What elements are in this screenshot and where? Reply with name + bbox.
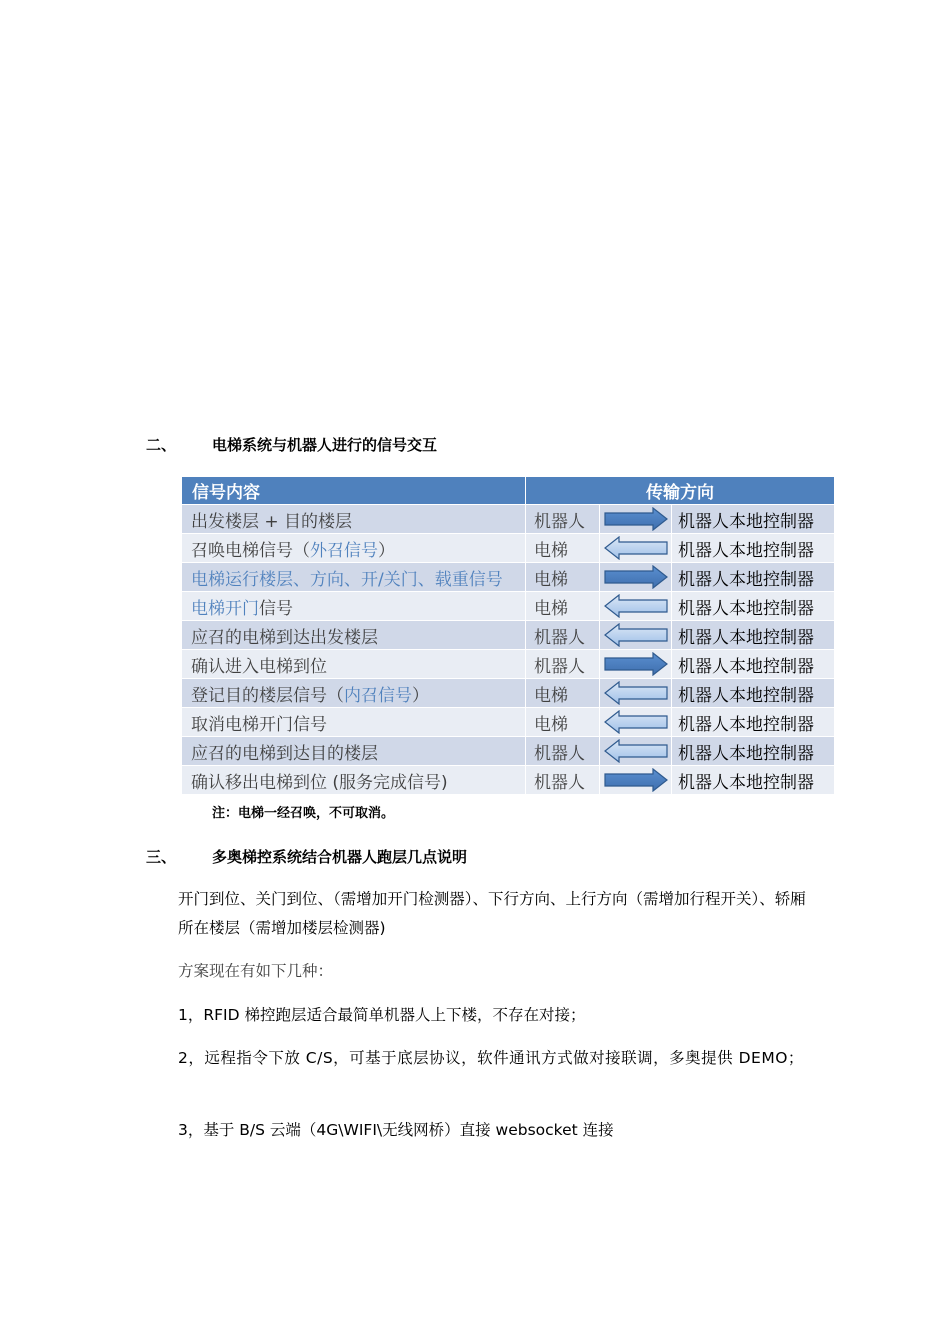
arrow-left-icon: [603, 739, 669, 763]
arrow-right-icon: [603, 565, 669, 589]
direction-arrow-cell: [600, 592, 672, 621]
arrow-left-icon: [603, 594, 669, 618]
table-row: [182, 563, 835, 592]
signal-content-cell: [182, 534, 526, 563]
direction-arrow-cell: [600, 708, 672, 737]
arrow-right-icon: [605, 566, 667, 588]
signal-content-cell: [182, 766, 526, 795]
signal-content-cell: [182, 708, 526, 737]
arrow-left-icon: [603, 536, 669, 560]
table-row: [182, 534, 835, 563]
arrow-right-icon: [603, 507, 669, 531]
arrow-left-icon: [603, 710, 669, 734]
source-party-cell: 电梯: [526, 563, 600, 592]
arrow-right-icon: [605, 508, 667, 530]
signal-content-text: 电梯开门: [191, 598, 259, 619]
direction-arrow-cell: [600, 505, 672, 534]
target-cell: 机器人本地控制器: [672, 592, 835, 621]
target-cell: 机器人本地控制器: [672, 534, 835, 563]
signal-content-text: 信号: [259, 598, 293, 619]
signal-content-cell: [182, 592, 526, 621]
source-party-cell: 机器人: [526, 621, 600, 650]
paragraph-sensors: 开门到位、关门到位、（需增加开门检测器）、下行方向、上行方向（需增加行程开关）、轿厢所在楼层（需增加楼层检测器): [178, 890, 806, 937]
signal-content-text: 取消电梯开门信号: [191, 714, 327, 735]
paragraph-option-3: 3，基于 B/S 云端（4G\WIFI\无线网桥）直接 websocket 连接: [178, 1121, 614, 1139]
signal-content-text: ）: [412, 685, 429, 706]
arrow-left-icon: [605, 740, 667, 762]
target-cell: 机器人本地控制器: [672, 505, 835, 534]
signal-content-text: ）: [378, 540, 395, 561]
signal-content-text: 电梯运行楼层、方向、开/关门、载重信号: [191, 569, 503, 590]
source-party-cell: 机器人: [526, 650, 600, 679]
table-row: [182, 592, 835, 621]
signal-content-text: 应召的电梯到达目的楼层: [191, 743, 378, 764]
signal-content-cell: [182, 650, 526, 679]
table-row: [182, 766, 835, 795]
target-cell: 机器人本地控制器: [672, 737, 835, 766]
arrow-left-icon: [603, 623, 669, 647]
section-3-title: 多奥梯控系统结合机器人跑层几点说明: [212, 848, 468, 866]
arrow-left-icon: [603, 681, 669, 705]
arrow-left-icon: [605, 624, 667, 646]
source-party-cell: 机器人: [526, 737, 600, 766]
table-row: [182, 621, 835, 650]
signal-content-text: 外召信号: [310, 540, 378, 561]
direction-arrow-cell: [600, 679, 672, 708]
signal-content-text: 出发楼层 + 目的楼层: [191, 511, 353, 532]
paragraph-option-2: 2，远程指令下放 C/S，可基于底层协议，软件通讯方式做对接联调，多奥提供 DEMO；: [178, 1049, 804, 1067]
header-direction: 传输方向: [526, 477, 835, 505]
arrow-left-icon: [605, 682, 667, 704]
signal-table: [181, 476, 835, 795]
target-cell: 机器人本地控制器: [672, 621, 835, 650]
arrow-right-icon: [605, 653, 667, 675]
arrow-left-icon: [605, 711, 667, 733]
signal-content-cell: [182, 621, 526, 650]
source-party-cell: 电梯: [526, 534, 600, 563]
direction-arrow-cell: [600, 621, 672, 650]
target-cell: 机器人本地控制器: [672, 708, 835, 737]
target-cell: 机器人本地控制器: [672, 650, 835, 679]
paragraph-option-1: 1，RFID 梯控跑层适合最简单机器人上下楼，不存在对接；: [178, 1006, 586, 1024]
signal-content-text: 确认移出电梯到位 (服务完成信号): [191, 772, 448, 793]
table-row: [182, 708, 835, 737]
target-cell: 机器人本地控制器: [672, 679, 835, 708]
table-note: 注：电梯一经召唤，不可取消。: [212, 806, 395, 821]
arrow-right-icon: [603, 768, 669, 792]
table-header-row: [182, 477, 835, 505]
signal-content-cell: [182, 737, 526, 766]
section-2-title: 电梯系统与机器人进行的信号交互: [212, 436, 438, 454]
source-party-cell: 电梯: [526, 708, 600, 737]
section-2-number: 二、: [146, 436, 177, 454]
target-cell: 机器人本地控制器: [672, 563, 835, 592]
arrow-left-icon: [605, 537, 667, 559]
target-cell: 机器人本地控制器: [672, 766, 835, 795]
signal-content-text: 内召信号: [344, 685, 412, 706]
signal-content-text: 登记目的楼层信号（: [191, 685, 344, 706]
paragraph-options-intro: 方案现在有如下几种：: [178, 962, 334, 980]
signal-content-cell: [182, 679, 526, 708]
source-party-cell: 机器人: [526, 505, 600, 534]
section-3-heading: [146, 846, 467, 867]
table-row: [182, 679, 835, 708]
table-row: [182, 505, 835, 534]
source-party-cell: 电梯: [526, 592, 600, 621]
signal-content-cell: [182, 505, 526, 534]
source-party-cell: 机器人: [526, 766, 600, 795]
direction-arrow-cell: [600, 534, 672, 563]
section-3-number: 三、: [146, 848, 177, 866]
arrow-right-icon: [603, 652, 669, 676]
arrow-left-icon: [605, 595, 667, 617]
section-2-heading: [146, 434, 437, 455]
direction-arrow-cell: [600, 766, 672, 795]
signal-content-cell: [182, 563, 526, 592]
table-row: [182, 650, 835, 679]
direction-arrow-cell: [600, 563, 672, 592]
direction-arrow-cell: [600, 650, 672, 679]
arrow-right-icon: [605, 769, 667, 791]
signal-content-text: 召唤电梯信号（: [191, 540, 310, 561]
source-party-cell: 电梯: [526, 679, 600, 708]
table-row: [182, 737, 835, 766]
direction-arrow-cell: [600, 737, 672, 766]
header-signal-content: 信号内容: [182, 477, 526, 505]
signal-content-text: 确认进入电梯到位: [191, 656, 327, 677]
signal-content-text: 应召的电梯到达出发楼层: [191, 627, 378, 648]
